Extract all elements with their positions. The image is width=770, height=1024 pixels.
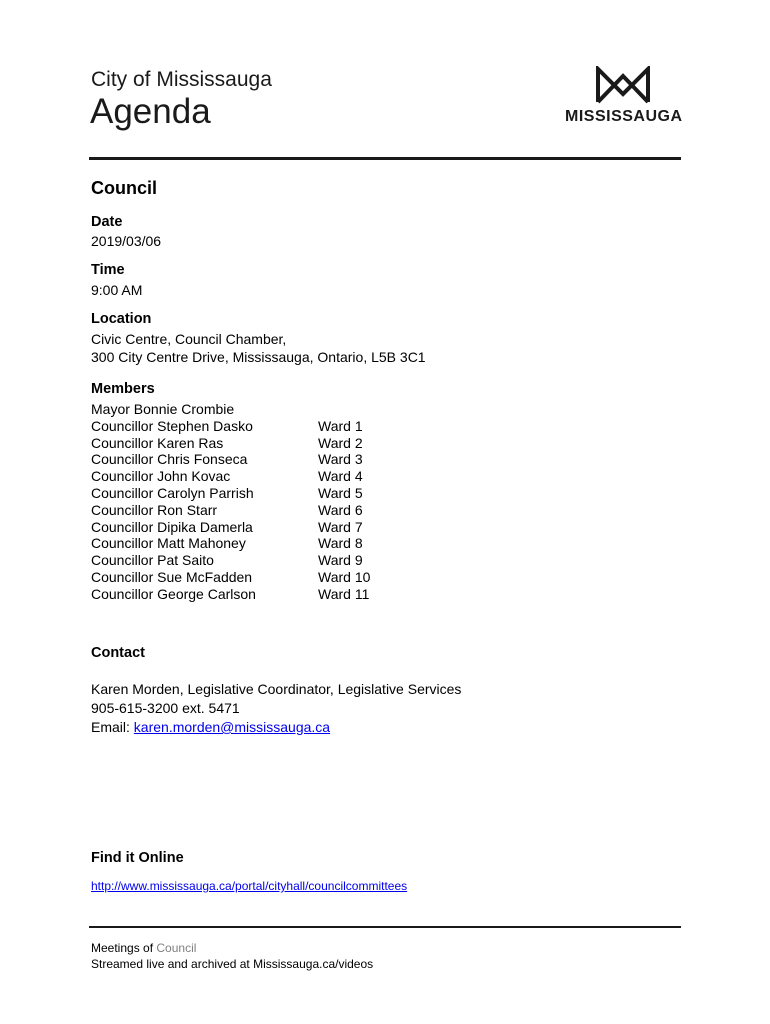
member-row [91,418,391,435]
members-label: Members [91,381,155,397]
page-title: Agenda [90,92,211,131]
member-ward: Ward 8 [318,535,363,552]
contact-name-line: Karen Morden, Legislative Coordinator, Legislative Services [91,681,462,697]
date-value: 2019/03/06 [91,233,162,249]
member-ward: Ward 7 [318,518,363,535]
contact-label: Contact [91,645,145,661]
member-name: Councillor Stephen Dasko [91,417,253,434]
member-row [91,485,391,502]
member-ward: Ward 1 [318,417,363,434]
mississauga-logo [565,66,681,128]
online-url-line [91,879,407,893]
member-row [91,435,391,452]
member-name: Mayor Bonnie Crombie [91,401,235,417]
date-label: Date [91,214,123,230]
city-title: City of Mississauga [91,68,272,91]
contact-email-line [91,719,330,735]
member-row [91,468,391,485]
logo-wordmark: MISSISSAUGA [565,108,683,125]
footer-meetings-line [91,941,196,955]
location-line-2: 300 City Centre Drive, Mississauga, Ontario, L5B 3C1 [91,349,426,365]
member-row [91,519,391,536]
location-line-1: Civic Centre, Council Chamber, [91,331,287,347]
footer-meetings-prefix: Meetings of [91,941,157,955]
committee-name: Council [91,178,157,198]
member-name: Councillor Ron Starr [91,501,218,518]
time-label: Time [91,262,125,278]
footer-divider [89,926,681,928]
member-row [91,451,391,468]
member-row [91,502,391,519]
member-row [91,586,391,603]
time-value: 9:00 AM [91,282,143,298]
mississauga-butterfly-icon [595,66,651,104]
members-list [91,401,391,603]
member-row [91,401,391,418]
email-prefix: Email: [91,719,134,735]
email-link[interactable]: karen.morden@mississauga.ca [133,719,331,735]
member-ward: Ward 9 [318,552,363,569]
council-committees-link[interactable]: http://www.mississauga.ca/portal/cityhall/councilcommittees [91,879,408,893]
contact-phone: 905-615-3200 ext. 5471 [91,700,240,716]
member-name: Councillor George Carlson [91,585,256,602]
member-ward: Ward 11 [318,585,370,602]
member-row [91,552,391,569]
find-online-label: Find it Online [91,850,184,866]
member-name: Councillor Sue McFadden [91,568,253,585]
member-name: Councillor Karen Ras [91,434,224,451]
header-divider [89,157,681,160]
member-ward: Ward 2 [318,434,363,451]
member-ward: Ward 5 [318,484,363,501]
member-name: Councillor Dipika Damerla [91,518,253,535]
member-name: Councillor Carolyn Parrish [91,484,254,501]
member-name: Councillor Pat Saito [91,552,214,569]
footer-stream-line: Streamed live and archived at Mississauga.ca/videos [91,957,374,971]
location-label: Location [91,311,152,327]
member-row [91,535,391,552]
member-ward: Ward 3 [318,451,363,468]
member-row [91,569,391,586]
member-ward: Ward 6 [318,501,363,518]
footer-committee-name: Council [156,941,197,955]
member-name: Councillor John Kovac [91,468,231,485]
member-ward: Ward 4 [318,468,363,485]
member-name: Councillor Chris Fonseca [91,451,248,468]
member-ward: Ward 10 [318,568,371,585]
member-name: Councillor Matt Mahoney [91,535,246,552]
